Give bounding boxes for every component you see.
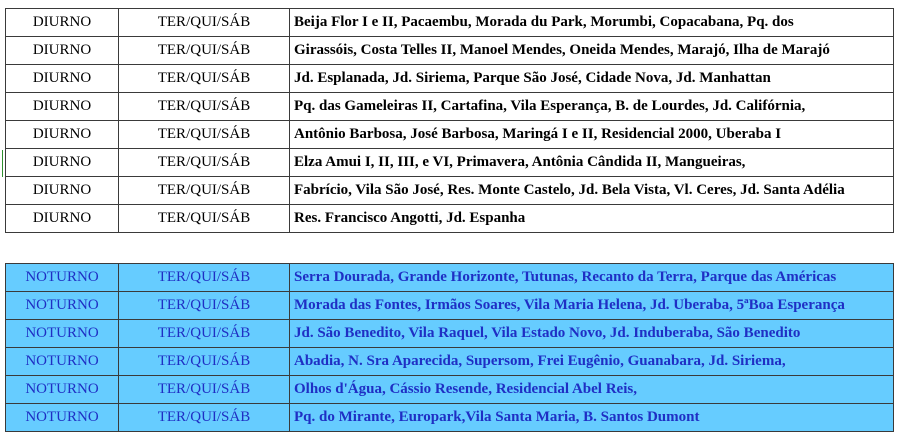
night-table-row (6, 348, 894, 376)
period-cell[interactable]: DIURNO (6, 37, 119, 65)
neighborhoods-cell[interactable]: Fabrício, Vila São José, Res. Monte Castelo, Jd. Bela Vista, Vl. Ceres, Jd. Santa Adélia (290, 177, 894, 205)
period-cell[interactable]: NOTURNO (6, 348, 119, 376)
period-cell[interactable]: DIURNO (6, 121, 119, 149)
period-cell[interactable]: DIURNO (6, 93, 119, 121)
period-cell[interactable]: DIURNO (6, 177, 119, 205)
days-cell[interactable]: TER/QUI/SÁB (119, 65, 290, 93)
day-table-row (6, 93, 894, 121)
night-table-row (6, 320, 894, 348)
day-table-row (6, 177, 894, 205)
neighborhoods-cell[interactable]: Girassóis, Costa Telles II, Manoel Mendes, Oneida Mendes, Marajó, Ilha de Marajó (290, 37, 894, 65)
period-cell[interactable]: NOTURNO (6, 292, 119, 320)
days-cell[interactable]: TER/QUI/SÁB (119, 404, 290, 432)
days-cell[interactable]: TER/QUI/SÁB (119, 93, 290, 121)
period-cell[interactable]: NOTURNO (6, 320, 119, 348)
neighborhoods-cell[interactable]: Jd. Esplanada, Jd. Siriema, Parque São José, Cidade Nova, Jd. Manhattan (290, 65, 894, 93)
neighborhoods-cell[interactable]: Abadia, N. Sra Aparecida, Supersom, Frei Eugênio, Guanabara, Jd. Siriema, (290, 348, 894, 376)
days-cell[interactable]: TER/QUI/SÁB (119, 37, 290, 65)
neighborhoods-cell[interactable]: Olhos d'Água, Cássio Resende, Residencial Abel Reis, (290, 376, 894, 404)
period-cell[interactable]: DIURNO (6, 9, 119, 37)
days-cell[interactable]: TER/QUI/SÁB (119, 376, 290, 404)
period-cell[interactable]: DIURNO (6, 149, 119, 177)
neighborhoods-cell[interactable]: Res. Francisco Angotti, Jd. Espanha (290, 205, 894, 233)
night-table-row (6, 264, 894, 292)
day-table-row (6, 37, 894, 65)
day-collection-table (5, 8, 894, 233)
neighborhoods-cell[interactable]: Morada das Fontes, Irmãos Soares, Vila Maria Helena, Jd. Uberaba, 5ªBoa Esperança (290, 292, 894, 320)
days-cell[interactable]: TER/QUI/SÁB (119, 320, 290, 348)
neighborhoods-cell[interactable]: Jd. São Benedito, Vila Raquel, Vila Estado Novo, Jd. Induberaba, São Benedito (290, 320, 894, 348)
night-table-row (6, 376, 894, 404)
day-table-row (6, 205, 894, 233)
night-collection-table (5, 263, 894, 432)
neighborhoods-cell[interactable]: Serra Dourada, Grande Horizonte, Tutunas, Recanto da Terra, Parque das Américas (290, 264, 894, 292)
days-cell[interactable]: TER/QUI/SÁB (119, 177, 290, 205)
days-cell[interactable]: TER/QUI/SÁB (119, 348, 290, 376)
days-cell[interactable]: TER/QUI/SÁB (119, 121, 290, 149)
days-cell[interactable]: TER/QUI/SÁB (119, 264, 290, 292)
neighborhoods-cell[interactable]: Pq. das Gameleiras II, Cartafina, Vila Esperança, B. de Lourdes, Jd. Califórnia, (290, 93, 894, 121)
day-table-row (6, 9, 894, 37)
day-table-row (6, 65, 894, 93)
days-cell[interactable]: TER/QUI/SÁB (119, 149, 290, 177)
day-table-row (6, 121, 894, 149)
period-cell[interactable]: DIURNO (6, 205, 119, 233)
day-table-row (6, 149, 894, 177)
neighborhoods-cell[interactable]: Antônio Barbosa, José Barbosa, Maringá I e II, Residencial 2000, Uberaba I (290, 121, 894, 149)
row-selection-marker (2, 150, 3, 177)
days-cell[interactable]: TER/QUI/SÁB (119, 292, 290, 320)
period-cell[interactable]: DIURNO (6, 65, 119, 93)
period-cell[interactable]: NOTURNO (6, 264, 119, 292)
night-table-row (6, 404, 894, 432)
neighborhoods-cell[interactable]: Beija Flor I e II, Pacaembu, Morada du Park, Morumbi, Copacabana, Pq. dos (290, 9, 894, 37)
period-cell[interactable]: NOTURNO (6, 404, 119, 432)
period-cell[interactable]: NOTURNO (6, 376, 119, 404)
days-cell[interactable]: TER/QUI/SÁB (119, 205, 290, 233)
night-table-row (6, 292, 894, 320)
days-cell[interactable]: TER/QUI/SÁB (119, 9, 290, 37)
neighborhoods-cell[interactable]: Pq. do Mirante, Europark,Vila Santa Maria, B. Santos Dumont (290, 404, 894, 432)
neighborhoods-cell[interactable]: Elza Amui I, II, III, e VI, Primavera, Antônia Cândida II, Mangueiras, (290, 149, 894, 177)
